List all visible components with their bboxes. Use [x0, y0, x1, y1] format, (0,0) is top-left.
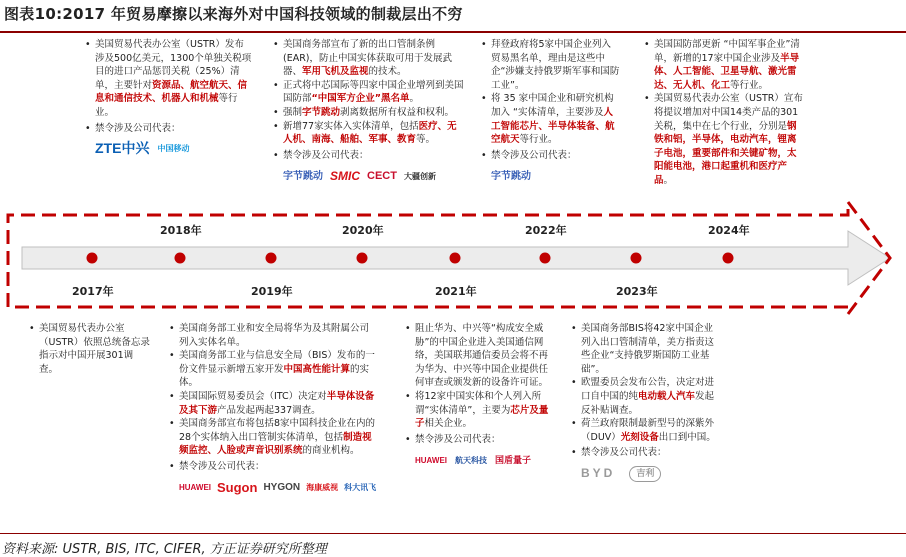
- year-label-2019: 2019年: [251, 285, 293, 298]
- event-item: • 美国贸易代表办公室（USTR）宣布将提议增加对中国14类产品的301关税，集中在七个行业，分别是钢铁和铝，半导体，电动汽车，锂离子电池，重要部件和关键矿物，太阳能电池，港口起重机和医疗产品。: [643, 92, 803, 187]
- event-item: • 将 35 家中国企业和研究机构加入 “实体清单，主要涉及人工智能芯片、半导体装备、航空航天等行业。: [480, 92, 620, 146]
- company-logos: [272, 165, 464, 187]
- casc-logo: 航天科技: [455, 455, 487, 465]
- iflytek-logo: 科大讯飞: [344, 482, 377, 492]
- event-item: • 新增77家实体入实体清单，包括医疗、无人机、南海、船舶、军事、教育等。: [272, 120, 464, 147]
- event-item: • 美国商务部宣布将包括8家中国科技企业在内的28个实体纳入出口管制实体清单，包括制造视频监控、人脸或声音识别系统的商业机构。: [168, 417, 376, 458]
- company-logos: [168, 477, 376, 499]
- event-item: • 正式将中芯国际等四家中国企业增列到美国国防部“中国军方企业”黑名单。: [272, 79, 464, 106]
- event-item: • 美国国际贸易委员会（ITC）决定对半导体设备及其下游产品发起两起337调查。: [168, 390, 376, 417]
- year-label-2022: 2022年: [525, 224, 567, 237]
- event-item: • 美国商务部工业和安全局将华为及其附属公司列入实体名单。: [168, 322, 376, 349]
- event-block-2021: [404, 322, 556, 471]
- company-heading: • 禁令涉及公司代表：: [570, 446, 722, 460]
- company-heading: • 禁令涉及公司代表：: [168, 460, 376, 474]
- source-note: 资料来源: USTR, BIS, ITC, CIFER, 方正证券研究所整理: [2, 542, 327, 557]
- event-item: • 美国商务部工业与信息安全局（BIS）发布的一份文件显示新增五家开发中国高性能计算的实体。: [168, 349, 376, 390]
- company-heading: • 禁令涉及公司代表：: [272, 149, 464, 163]
- huawei-logo: HUAWEI: [179, 482, 211, 492]
- huawei-logo: HUAWEI: [415, 455, 447, 465]
- event-block-2018: [84, 38, 252, 160]
- year-dot-2017: [87, 253, 98, 264]
- company-logos: [480, 165, 620, 187]
- year-label-2017: 2017年: [72, 285, 114, 298]
- event-block-2017: [28, 322, 152, 376]
- event-item: • 美国商务部宣布了新的出口管制条例(EAR)，防止中国实体获取可用于发展武器、军用飞机及监视的技术。: [272, 38, 464, 79]
- company-heading: • 禁令涉及公司代表：: [404, 433, 556, 447]
- event-item: • 美国商务部BIS将42家中国企业列入出口管制清单，美方指责这些企业“支持俄罗斯国防工业基础”。: [570, 322, 722, 376]
- event-item: • 美国贸易代表办公室（USTR）依照总统备忘录指示对中国开展301调查。: [28, 322, 152, 376]
- company-heading: • 禁令涉及公司代表：: [84, 122, 252, 136]
- year-dot-2020: [357, 253, 368, 264]
- company-logos: [404, 449, 556, 471]
- year-label-2018: 2018年: [160, 224, 202, 237]
- event-block-2020: [272, 38, 464, 187]
- event-item: • 将12家中国实体和个人列入所谓“实体清单”，主要为芯片及量子相关企业。: [404, 390, 556, 431]
- event-block-2022: [480, 38, 620, 187]
- company-heading: • 禁令涉及公司代表：: [480, 149, 620, 163]
- byd-logo: BYD: [581, 466, 616, 481]
- year-label-2024: 2024年: [708, 224, 750, 237]
- company-logos: [570, 463, 722, 485]
- event-item: • 阻止华为、中兴等“构成安全威胁”的中国企业进入美国通信网络，美国联邦通信委员会将不再为华为、中兴等中国企业提供任何审查或颁发新的设备许可证。: [404, 322, 556, 390]
- zte-logo: ZTE中兴: [95, 140, 150, 157]
- year-label-2023: 2023年: [616, 285, 658, 298]
- china-mobile-logo: 中国移动: [157, 144, 190, 154]
- geely-logo: 吉利: [629, 466, 661, 482]
- event-block-2023: [570, 322, 722, 485]
- company-logos: [84, 138, 252, 160]
- event-item: • 荷兰政府限制最新型号的深紫外（DUV）光刻设备出口到中国。: [570, 417, 722, 444]
- cect-logo: CECT: [367, 169, 397, 182]
- bytedance-logo: 字节跳动: [491, 170, 531, 182]
- chart-title: 图表10:2017 年贸易摩擦以来海外对中国科技领域的制裁层出不穷: [4, 5, 463, 23]
- event-item: • 美国国防部更新 “中国军事企业”清单，新增的17家中国企业涉及半导体、人工智能、卫星导航、激光雷达、无人机、化工等行业。: [643, 38, 803, 92]
- year-dot-2019: [266, 253, 277, 264]
- footer-rule: [0, 533, 906, 534]
- hygon-logo: HYGON: [263, 481, 301, 493]
- year-dot-2022: [540, 253, 551, 264]
- event-item: • 美国贸易代表办公室（USTR）发布涉及500亿美元，1300个单独关税项目的进口产品惩罚关税（25%）清单，主要针对资源品、航空航天、信息和通信技术、机器人和机械等行业。: [84, 38, 252, 120]
- year-label-2020: 2020年: [342, 224, 384, 237]
- hikvision-logo: 海康威视: [306, 482, 339, 492]
- quantumctek-logo: 国盾量子: [495, 454, 532, 465]
- dji-logo: 大疆创新: [403, 171, 436, 181]
- event-block-2024: [643, 38, 803, 188]
- year-dot-2021: [450, 253, 461, 264]
- event-block-2019: [168, 322, 376, 499]
- event-item: • 强制字节跳动剥离数据所有权益和权利。: [272, 106, 464, 120]
- sugon-logo: Sugon: [217, 479, 258, 495]
- smic-logo: SMIC: [330, 168, 360, 183]
- event-item: • 拜登政府将5家中国企业列入贸易黑名单，理由是这些中企“涉嫌支持俄罗斯军事和国防工业”。: [480, 38, 620, 92]
- bytedance-logo: 字节跳动: [283, 170, 323, 182]
- year-dot-2018: [175, 253, 186, 264]
- year-dot-2024: [723, 253, 734, 264]
- year-dot-2023: [631, 253, 642, 264]
- year-label-2021: 2021年: [435, 285, 477, 298]
- event-item: • 欧盟委员会发布公告，决定对进口自中国的纯电动载人汽车发起反补贴调查。: [570, 376, 722, 417]
